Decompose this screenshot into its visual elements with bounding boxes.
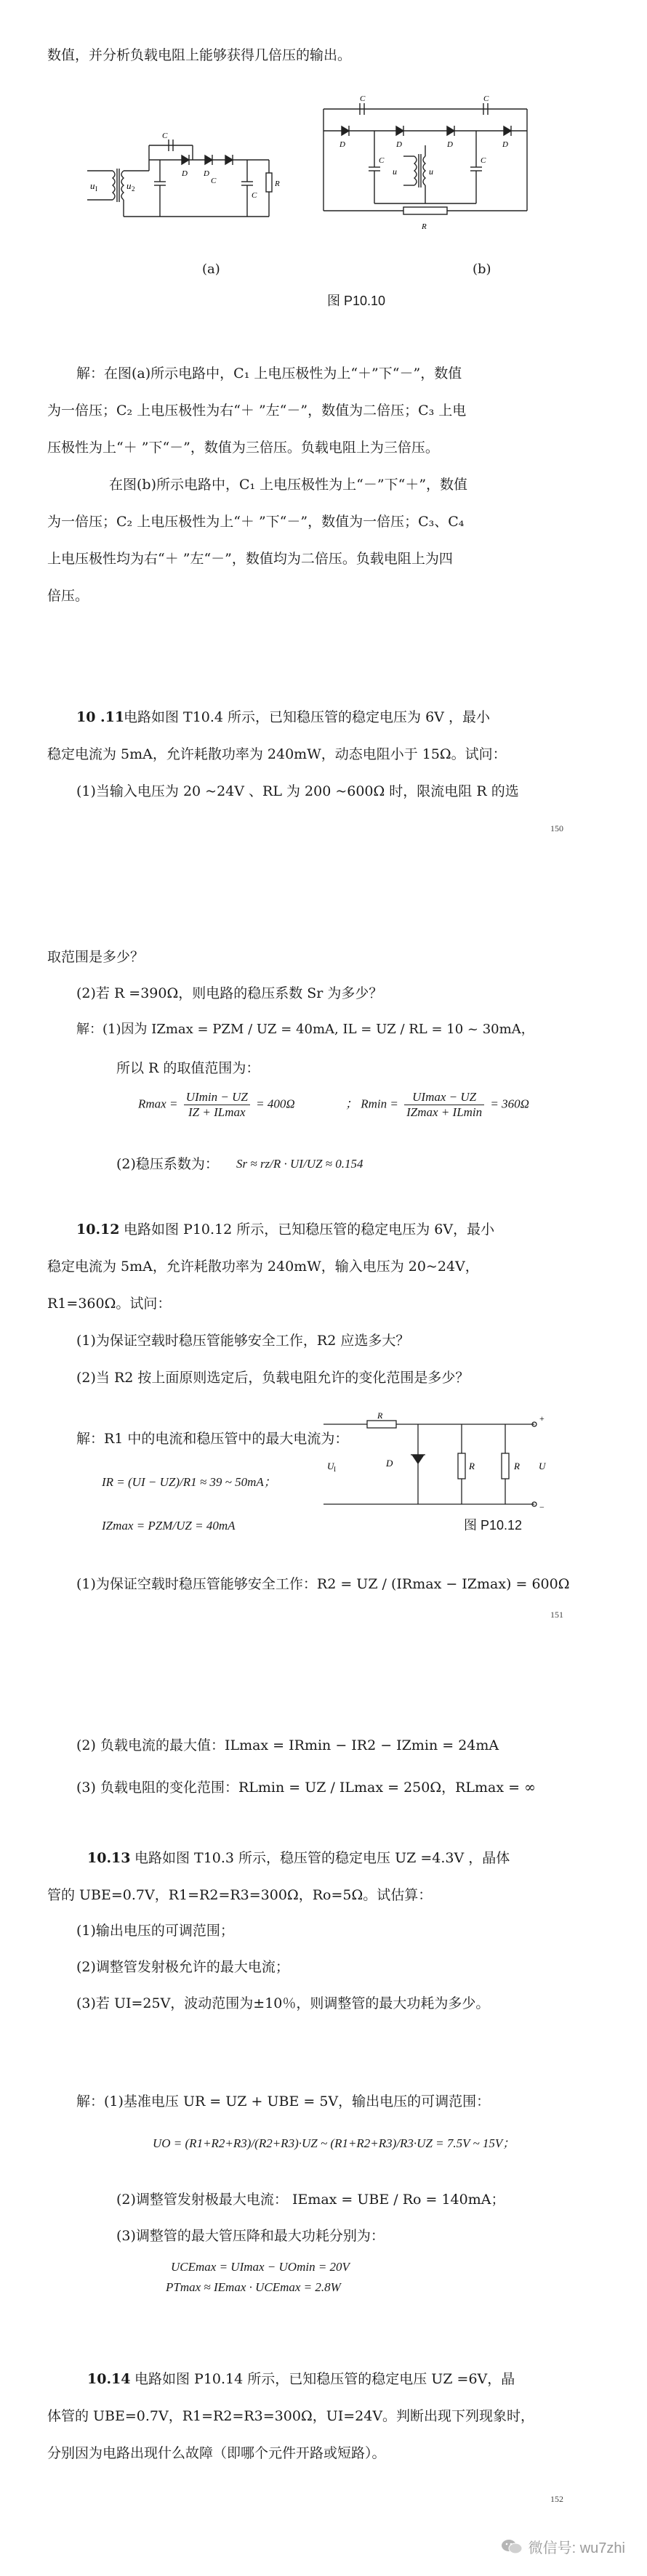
sol-10-10-line-4: 在图(b)所示电路中，C₁ 上电压极性为上“－”下“＋”，数值	[109, 477, 468, 493]
page-number-150: 150	[550, 823, 563, 833]
figure-p10-10a	[80, 131, 291, 240]
svg-text:C: C	[379, 156, 385, 165]
question-10-14-line-1: 电路如图 P10.14 所示，已知稳压管的稳定电压 UZ =6V，晶	[134, 2371, 515, 2387]
sol-10-10-line-5: 为一倍压；C₂ 上电压极性为上“＋ ”下“－”，数值为一倍压；C₃、C₄	[47, 514, 465, 530]
question-10-13-q2: (2)调整管发射极允许的最大电流；	[76, 1959, 289, 1975]
equation-uo-range: UO = (R1+R2+R3)/(R2+R3)·UZ ~ (R1+R2+R3)/R3·UZ = 7.5V ~ 15V；	[153, 2136, 515, 2150]
svg-text:I: I	[95, 185, 97, 193]
equation-rmax: Rmax = $\frac{UImin - UZ}{IZ + ILmax}$ = 400Ω	[138, 1090, 295, 1119]
svg-text:u: u	[429, 166, 433, 177]
question-10-12-line-3: R1=360Ω。试问：	[47, 1296, 172, 1312]
equation-ucemax: UCEmax = UImax − UOmin = 20V	[171, 2260, 350, 2274]
question-10-14-number: 10.14	[87, 2371, 131, 2387]
svg-text:+: +	[539, 1413, 544, 1424]
svg-text:D: D	[447, 140, 453, 149]
svg-text:R: R	[377, 1410, 383, 1421]
answer-10-12-part1: (1)为保证空载时稳压管能够安全工作：R2 = UZ / (IRmax − IZmax) = 600Ω	[76, 1576, 570, 1592]
svg-text:R: R	[275, 179, 280, 188]
svg-text:D: D	[204, 169, 209, 178]
question-10-11-number: 10 .11	[76, 709, 125, 725]
question-10-12-number: 10.12	[76, 1222, 120, 1237]
question-10-11-cont: 取范围是多少？	[47, 949, 145, 965]
circuit-ui-label: U	[327, 1461, 334, 1471]
sol-10-10-line-1: 解：在图(a)所示电路中，C₁ 上电压极性为上“＋”下“－”，数值	[76, 366, 462, 381]
question-10-11-q2: (2)若 R =390Ω，则电路的稳压系数 Sr 为多少？	[76, 985, 383, 1001]
wechat-watermark	[501, 2536, 625, 2557]
svg-text:D: D	[182, 169, 188, 178]
page-number-151: 151	[550, 1610, 563, 1620]
question-10-13-line-1: 电路如图 T10.3 所示，稳压管的稳定电压 UZ =4.3V ，晶体	[134, 1850, 510, 1866]
wechat-icon	[501, 2538, 523, 2556]
answer-10-11-part1b: 所以 R 的取值范围为：	[116, 1060, 260, 1076]
svg-text:D: D	[386, 1458, 393, 1469]
svg-text:U: U	[539, 1461, 546, 1471]
answer-10-12-intro: 解：R1 中的电流和稳压管中的最大电流为：	[76, 1431, 349, 1447]
watermark-text: 微信号: wu7zhi	[528, 2540, 625, 2556]
sol-10-10-line-2: 为一倍压；C₂ 上电压极性为右“＋ ”左“－”，数值为二倍压；C₃ 上电	[47, 403, 467, 419]
svg-text:C: C	[481, 156, 486, 165]
svg-text:C: C	[252, 191, 257, 200]
svg-text:D: D	[396, 140, 402, 149]
figure-caption-p10-10: 图 P10.10	[327, 294, 386, 308]
answer-10-13-part3: (3)调整管的最大管压降和最大功耗分别为：	[116, 2228, 385, 2244]
answer-10-12-part2: (2) 负载电流的最大值：ILmax = IRmin − IR2 − IZmin = 24mA	[76, 1737, 499, 1753]
figure-label-b: (b)	[473, 262, 491, 277]
question-10-14-line-3: 分别因为电路出现什么故障（即哪个元件开路或短路）。	[47, 2445, 386, 2461]
answer-10-12-part3: (3) 负载电阻的变化范围：RLmin = UZ / ILmax = 250Ω，RLmax = ∞	[76, 1780, 536, 1796]
svg-text:I: I	[334, 1466, 336, 1473]
question-10-12-q1: (1)为保证空载时稳压管能够安全工作，R2 应选多大？	[76, 1333, 410, 1349]
svg-text:C: C	[211, 177, 217, 185]
svg-text:u: u	[126, 180, 132, 191]
question-10-13-q3: (3)若 UI=25V，波动范围为±10％，则调整管的最大功耗为多少。	[76, 1995, 490, 2011]
svg-text:C: C	[483, 94, 489, 103]
question-10-13-number: 10.13	[87, 1850, 131, 1866]
question-10-11-line-1: 电路如图 T10.4 所示，已知稳压管的稳定电压为 6V ，最小	[124, 709, 490, 725]
question-10-11-line-3: (1)当输入电压为 20 ~24V 、RL 为 200 ~600Ω 时，限流电阻 R 的选	[76, 783, 519, 799]
svg-text:−: −	[539, 1502, 544, 1511]
sol-10-10-line-7: 倍压。	[47, 588, 89, 604]
figure-caption-p10-12: 图 P10.12	[464, 1518, 523, 1533]
equation-izmax: IZmax = PZM/UZ = 40mA	[102, 1519, 236, 1533]
question-10-14-line-2: 体管的 UBE=0.7V，R1=R2=R3=300Ω，UI=24V。判断出现下列现象时，	[47, 2408, 535, 2424]
question-10-12-line-1: 电路如图 P10.12 所示，已知稳压管的稳定电压为 6V，最小	[124, 1222, 495, 1237]
intro-text: 数值，并分析负载电阻上能够获得几倍压的输出。	[47, 47, 352, 63]
question-10-13-q1: (1)输出电压的可调范围；	[76, 1923, 234, 1939]
equation-sr: Sr ≈ rz/R · UI/UZ ≈ 0.154	[236, 1157, 363, 1171]
answer-10-11-part2: (2)稳压系数为：	[116, 1156, 219, 1172]
answer-10-11-part1: 解：(1)因为 IZmax = PZM / UZ = 40mA, IL = UZ / RL = 10 ~ 30mA，	[76, 1022, 534, 1037]
svg-text:C: C	[360, 94, 366, 103]
figure-p10-10b	[309, 94, 549, 251]
sol-10-10-line-6: 上电压极性均为右“＋ ”左“－”，数值均为二倍压。负载电阻上为四	[47, 551, 453, 567]
svg-text:D: D	[502, 140, 508, 149]
svg-text:u: u	[393, 166, 397, 177]
question-10-11-line-2: 稳定电流为 5mA，允许耗散功率为 240mW，动态电阻小于 15Ω。试问：	[47, 746, 507, 762]
svg-text:R: R	[422, 222, 427, 231]
figure-p10-12	[316, 1410, 563, 1511]
svg-text:C: C	[162, 132, 168, 140]
page-number-152: 152	[550, 2494, 563, 2504]
answer-10-13-part2: (2)调整管发射极最大电流： IEmax = UBE / Ro = 140mA；	[116, 2192, 505, 2208]
equation-ir: IR = (UI − UZ)/R1 ≈ 39 ~ 50mA；	[102, 1475, 276, 1489]
question-10-12-line-2: 稳定电流为 5mA，允许耗散功率为 240mW，输入电压为 20~24V，	[47, 1259, 479, 1275]
equation-rmin: ； Rmin = $\frac{UImax - UZ}{IZmax + ILmin}$ = 360Ω	[345, 1090, 529, 1119]
sol-10-10-line-3: 压极性为上“＋ ”下“－”，数值为三倍压。负载电阻上为三倍压。	[47, 440, 439, 456]
equation-ptmax: PTmax ≈ IEmax · UCEmax = 2.8W	[166, 2280, 341, 2294]
svg-text:2: 2	[132, 185, 135, 193]
question-10-13-line-2: 管的 UBE=0.7V，R1=R2=R3=300Ω，Ro=5Ω。试估算：	[47, 1887, 433, 1903]
svg-text:D: D	[339, 140, 345, 149]
svg-text:u: u	[90, 180, 95, 191]
answer-10-13-part1: 解：(1)基准电压 UR = UZ + UBE = 5V，输出电压的可调范围：	[76, 2093, 491, 2109]
question-10-12-q2: (2)当 R2 按上面原则选定后，负载电阻允许的变化范围是多少？	[76, 1370, 470, 1386]
svg-text:R: R	[469, 1461, 475, 1471]
svg-text:R: R	[514, 1461, 520, 1471]
figure-label-a: (a)	[202, 262, 220, 277]
